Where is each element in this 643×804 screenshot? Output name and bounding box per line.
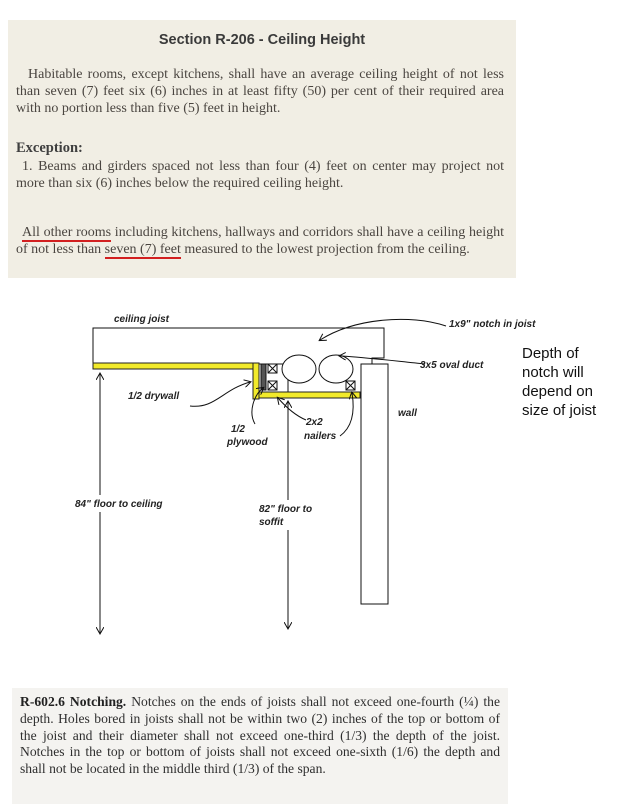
paragraph-habitable-rooms: Habitable rooms, except kitchens, shall have an average ceiling height of not less than seven (7) feet six (6) inches in at least fifty (50) per cent of their required area with no portion less than five (5) feet in height. [16,67,504,116]
paragraph-notching [20,694,500,778]
nailer-bottom-left [268,381,277,390]
notching-text: Notches on the ends of joists shall not exceed one-fourth (¼) the depth. Holes bored in joists shall not be within two (2) inches of the top or bottom of the joist and their diameter shall not exceed one-third (1/3) the depth of the joist. Notches in the top or bottom of joists shall not exceed one-sixth (1/6) the depth and shall not be located in the middle third (1/3) of the span. [20,694,500,777]
label-soffit: soffit [259,517,284,528]
label-drywall: 1/2 drywall [128,391,180,402]
label-oval-duct: 3x5 oval duct [420,360,484,371]
oval-duct-left [282,355,316,383]
underlined-seven-feet: seven (7) feet [104,242,181,257]
nailers-leader-right [340,393,353,436]
label-wall: wall [398,408,417,419]
section-title: Section R-206 - Ceiling Height [158,32,366,48]
para3-end-text: measured to the lowest projection from the ceiling. [180,242,470,257]
note-line-2: notch will [522,364,584,381]
exception-heading: Exception: [16,140,83,156]
label-floor-to-soffit: 82" floor to [259,504,313,515]
para3-mid-text: including kitchens, hallways and corridors shall have a ceiling height of not less than [16,225,504,257]
oval-duct-right [319,355,353,383]
plywood [261,364,266,390]
exception-text: 1. Beams and girders spaced not less than four (4) feet on center may project not more than six (6) inches below the required ceiling height. [16,159,504,191]
note-line-1: Depth of [522,345,579,362]
label-plywood-size: 1/2 [231,424,245,435]
label-ceiling-joist: ceiling joist [114,314,170,325]
drywall-leader [190,382,250,406]
nailers-leader-left [278,398,306,420]
note-line-4: size of joist [522,402,597,419]
label-nailers-size: 2x2 [306,417,323,428]
underlined-all-other-rooms: All other rooms [22,225,112,240]
code-excerpt-notching [12,688,508,804]
soffit-drywall-bottom [259,392,360,398]
ceiling-drywall [93,363,253,369]
label-plywood: plywood [227,437,268,448]
wall [361,364,388,604]
label-nailers: nailers [304,431,337,442]
nailer-top-left [268,364,277,373]
nailer-bottom-right [346,381,355,390]
note-line-3: depend on [522,383,593,400]
label-floor-to-ceiling: 84" floor to ceiling [75,499,163,510]
notching-heading: R-602.6 Notching. [20,694,127,709]
label-notch: 1x9" notch in joist [449,319,536,330]
